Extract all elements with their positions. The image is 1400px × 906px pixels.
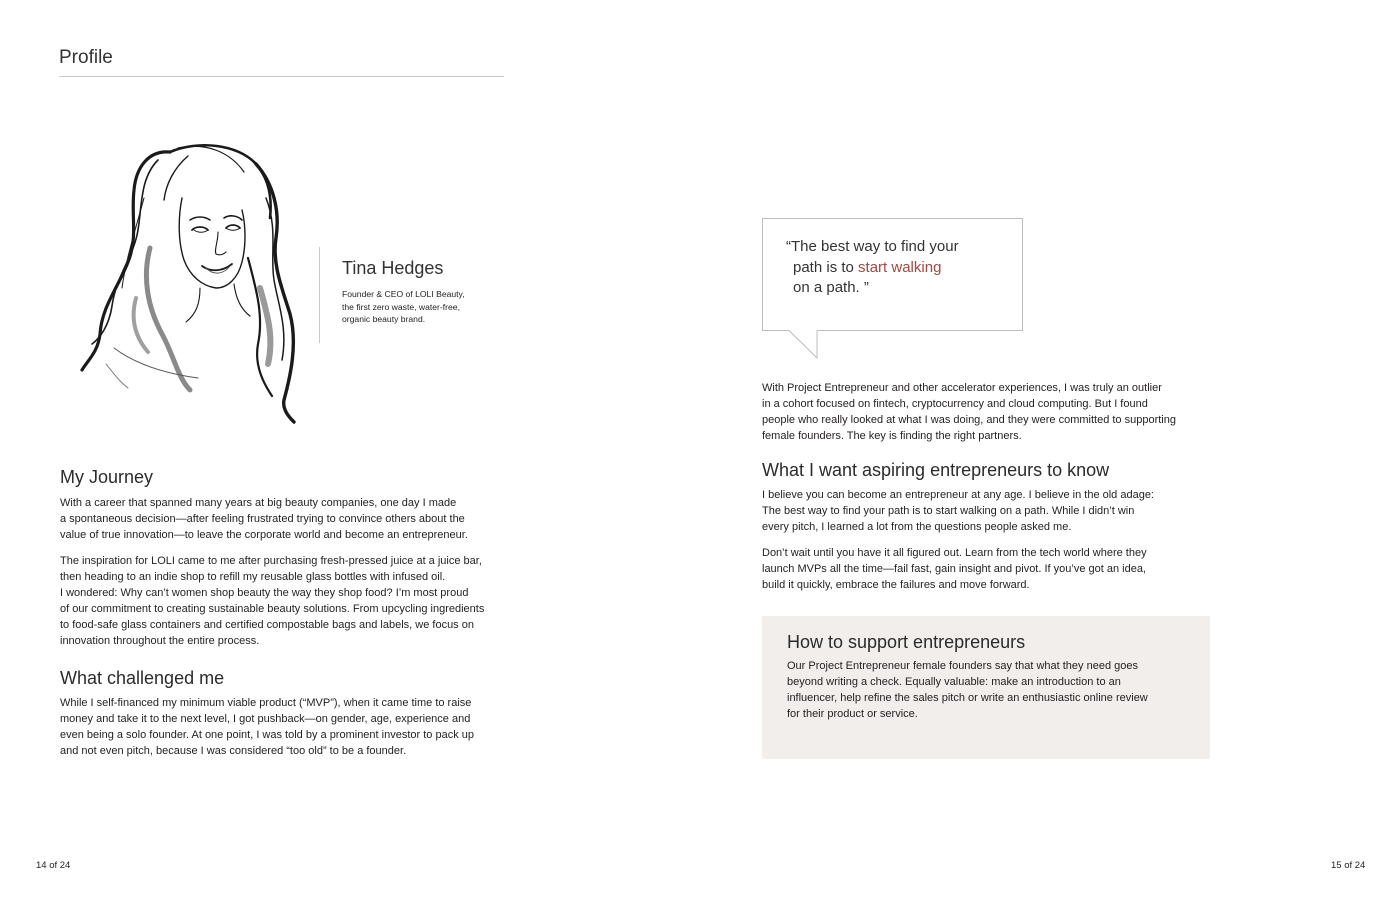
quote-line xyxy=(786,258,1011,279)
page-number-right: 15 of 24 xyxy=(1331,860,1366,871)
challenged-heading: What challenged me xyxy=(60,668,225,688)
journey-heading: My Journey xyxy=(60,467,154,487)
person-name: Tina Hedges xyxy=(342,258,444,278)
aspiring-paragraph: I believe you can become an entrepreneur at any age. I believe in the old adage: The best way to find your path is to start walking on a path. While I didn’t win every pitch, I learned a lot from the questions people asked me. xyxy=(762,489,1154,533)
journey-paragraph: With a career that spanned many years at big beauty companies, one day I made a spontaneous decision—after feeling frustrated trying to convince others about the value of true innovation—to leave the corporate world and become an entrepreneur. xyxy=(60,497,468,541)
aspiring-paragraph: Don’t wait until you have it all figured out. Learn from the tech world where they launch MVPs all the time—fail fast, gain insight and pivot. If you’ve got an idea, build it quickly, embrace the failures and move forward. xyxy=(762,547,1147,591)
page-number-left: 14 of 24 xyxy=(36,860,71,871)
support-paragraph: Our Project Entrepreneur female founders say that what they need goes beyond writing a check. Equally valuable: make an introduction to an influencer, help refine the sales pitch or write an enthusiastic online review for their product or service. xyxy=(787,660,1148,720)
quote-line: on a path. ” xyxy=(793,279,869,296)
title-divider xyxy=(59,76,504,77)
pull-quote xyxy=(786,237,1011,299)
challenged-paragraph: While I self-financed my minimum viable product (“MVP”), when it came time to raise money and take it to the next level, I got pushback—on gender, age, experience and even being a solo founder. At one point, I was told by a prominent investor to pack up and not even pitch, because I was considered “too old” to be a founder. xyxy=(60,697,474,757)
quote-line: “The best way to find your xyxy=(786,238,959,255)
aspiring-heading: What I want aspiring entrepreneurs to know xyxy=(762,460,1110,480)
person-role: Founder & CEO of LOLI Beauty, the first zero waste, water-free, organic beauty brand. xyxy=(342,289,465,324)
quote-highlight: start walking xyxy=(858,258,942,276)
journey-paragraph: The inspiration for LOLI came to me after purchasing fresh-pressed juice at a juice bar, then heading to an indie shop to refill my reusable glass bottles with infused oil. I wondered: Why can’t women shop beauty the way they shop food? I’m most proud of our commitment to creating sustainable beauty solutions. From upcycling ingredients to food-safe glass containers and certified compostable bags and labels, we focus on innovation throughout the entire process. xyxy=(60,555,485,647)
name-divider xyxy=(319,247,320,343)
page-title: Profile xyxy=(59,47,113,68)
support-heading: How to support entrepreneurs xyxy=(787,632,1026,652)
speech-bubble-tail-icon xyxy=(789,330,819,360)
woman-portrait-illustration-icon xyxy=(78,138,302,426)
intro-paragraph: With Project Entrepreneur and other accelerator experiences, I was truly an outlier in a cohort focused on fintech, cryptocurrency and cloud computing. But I found people who really looked at what I was doing, and they were committed to supporting female founders. The key is finding the right partners. xyxy=(762,382,1176,442)
quote-text: path is to xyxy=(793,258,859,276)
